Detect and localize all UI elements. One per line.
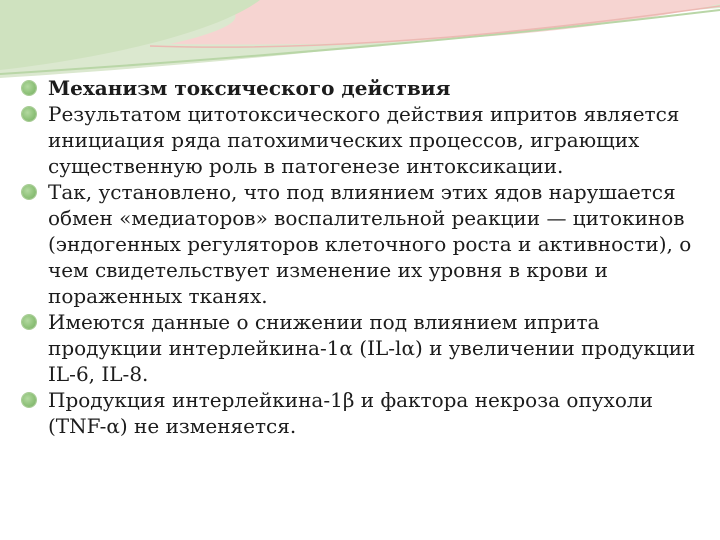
bullet-text: Механизм токсического действия <box>48 76 451 100</box>
bullet-dot-icon <box>22 315 36 329</box>
bullet-text: Так, установлено, что под влиянием этих ядов нарушается обмен «медиаторов» воспалительной реакции — цитокинов (эндогенных регуляторов клеточного роста и активности), о чем свидетельствует изменение их уровня в крови и пораженных тканях. <box>48 180 692 308</box>
bullet-dot-icon <box>22 185 36 199</box>
bullet-dot-icon <box>22 393 36 407</box>
slide-heading-bullet <box>22 75 702 101</box>
bullet-list <box>22 75 702 439</box>
bullet-dot-icon <box>22 107 36 121</box>
bullet-text: Имеются данные о снижении под влиянием иприта продукции интерлейкина-1α (IL-lα) и увеличении продукции IL-6, IL-8. <box>48 310 696 386</box>
header-decoration <box>0 0 720 80</box>
bullet-dot-icon <box>22 81 36 95</box>
slide-content <box>22 75 702 439</box>
bullet-item <box>22 179 702 309</box>
bullet-text: Продукция интерлейкина-1β и фактора некроза опухоли (TNF-α) не изменяется. <box>48 388 653 438</box>
bullet-item <box>22 387 702 439</box>
bullet-text: Результатом цитотоксического действия ипритов является инициация ряда патохимических процессов, играющих существенную роль в патогенезе интоксикации. <box>48 102 680 178</box>
bullet-item <box>22 309 702 387</box>
bullet-item <box>22 101 702 179</box>
